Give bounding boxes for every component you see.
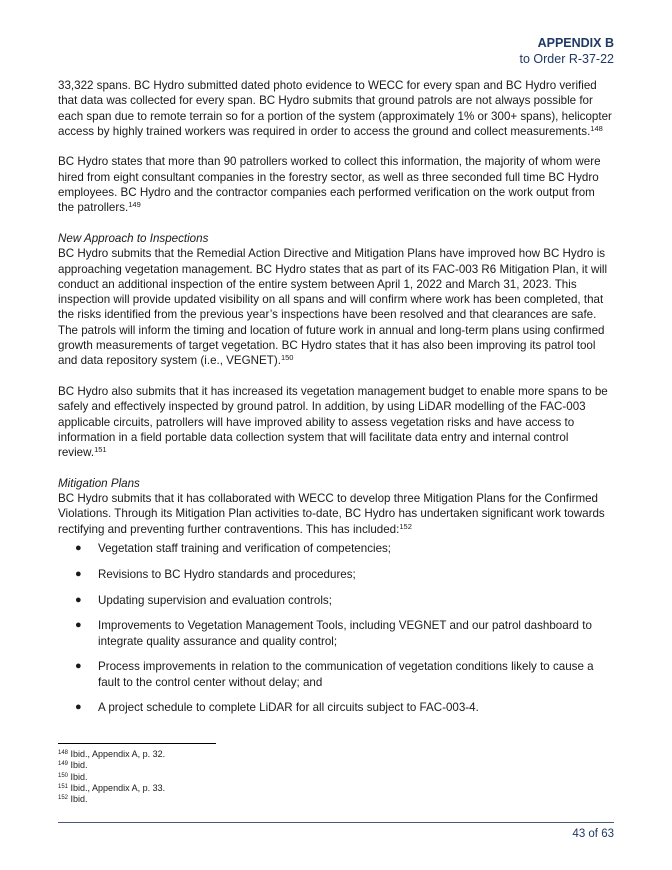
- footnote-152: $^{152}$ Ibid.: [58, 794, 88, 805]
- bullet-icon: ●: [75, 701, 82, 714]
- list-item: ● A project schedule to complete LiDAR for all circuits subject to FAC-003-4.: [75, 701, 479, 715]
- footnote-151: $^{151}$ Ibid., Appendix A, p. 33.: [58, 782, 166, 793]
- footnote-separator: [58, 743, 216, 744]
- list-item: ● Improvements to Vegetation Management Tools, including VEGNET and our patrol dashboard to integrate quality assurance and quality control;: [75, 619, 592, 648]
- list-item: ● Vegetation staff training and verification of competencies;: [75, 541, 392, 555]
- bullet-icon: ●: [75, 567, 82, 580]
- list-item: ● Revisions to BC Hydro standards and procedures;: [75, 567, 356, 581]
- footnote-ref-152[interactable]: 152: [399, 521, 412, 531]
- paragraph-1: 33,322 spans. BC Hydro submitted dated photo evidence to WECC for every span and BC Hydro verified that data was collected for every span. BC Hydro submits that ground patrols are not always possible for each span due to remote terrain so for a portion of the system (approximately 1% or 300+ spans), helicopter access by highly trained workers was required in order to access the ground and collect measurements.$^{148}$: [58, 79, 612, 138]
- paragraph-2: BC Hydro states that more than 90 patrollers worked to collect this information, the majority of whom were hired from eight consultant companies in the forestry sector, as well as three seconded full time BC Hydro employees. BC Hydro and the contractor companies each performed verification on the work output from the patrollers.$^{149}$: [58, 155, 601, 215]
- page-number: 43 of 63: [572, 828, 614, 840]
- paragraph-5: BC Hydro submits that it has collaborated with WECC to develop three Mitigation Plans for the Confirmed Violations. Through its Mitigation Plan activities to-date, BC Hydro has undertaken significant work towards rectifying and preventing further contraventions. This has included:$^{152}$: [58, 492, 605, 536]
- page-header: [520, 35, 614, 67]
- footnote-150: $^{150}$ Ibid.: [58, 771, 88, 782]
- footnote-ref-151[interactable]: 151: [94, 445, 107, 455]
- list-item: ● Updating supervision and evaluation controls;: [75, 593, 332, 607]
- bullet-icon: ●: [75, 593, 82, 606]
- section-heading-inspections: New Approach to Inspections: [58, 231, 209, 245]
- footnote-ref-149[interactable]: 149: [128, 200, 141, 210]
- order-label: to Order R-37-22: [519, 52, 614, 66]
- footnote-149: $^{149}$ Ibid.: [58, 760, 88, 771]
- footnotes: [58, 749, 165, 805]
- document-body: [58, 78, 614, 726]
- mitigation-list: [58, 541, 614, 716]
- footnote-148: $^{148}$ Ibid., Appendix A, p. 32.: [58, 749, 166, 759]
- paragraph-3: BC Hydro submits that the Remedial Action Directive and Mitigation Plans have improved how BC Hydro is approaching vegetation management. BC Hydro states that as part of its FAC-003 R6 Mitigation Plan, it will conduct an additional inspection of the entire system between April 1, 2022 and March 31, 2023. This inspection will provide updated visibility on all spans and will confirm where work has been completed, that the risks identified from the previous year’s inspections have been resolved and that clearances are safe. The patrols will inform the timing and location of future work in annual and long-term plans using confirmed growth measurements of target vegetation. BC Hydro states that it has also been improving its patrol tool and data repository system (i.e., VEGNET).$^{150}$: [58, 247, 608, 368]
- bullet-icon: ●: [75, 660, 82, 673]
- footnote-ref-148[interactable]: 148: [590, 123, 603, 133]
- list-item: ● Process improvements in relation to the communication of vegetation conditions likely to cause a fault to the control center without delay; and: [75, 660, 594, 689]
- section-heading-mitigation: Mitigation Plans: [58, 476, 140, 490]
- bullet-icon: ●: [75, 619, 82, 632]
- bullet-icon: ●: [75, 541, 82, 554]
- footer-rule: [58, 822, 614, 823]
- paragraph-4: BC Hydro also submits that it has increased its vegetation management budget to enable more spans to be safely and effectively inspected by ground patrol. In addition, by using LiDAR modelling of the FAC-003 applicable circuits, patrollers will have improved ability to assess vegetation risks and have access to information in a field portable data collection system that will facilitate data entry and internal control review.$^{151}$: [58, 384, 608, 460]
- appendix-label: APPENDIX B: [537, 36, 614, 50]
- footnote-ref-150[interactable]: 150: [280, 353, 294, 363]
